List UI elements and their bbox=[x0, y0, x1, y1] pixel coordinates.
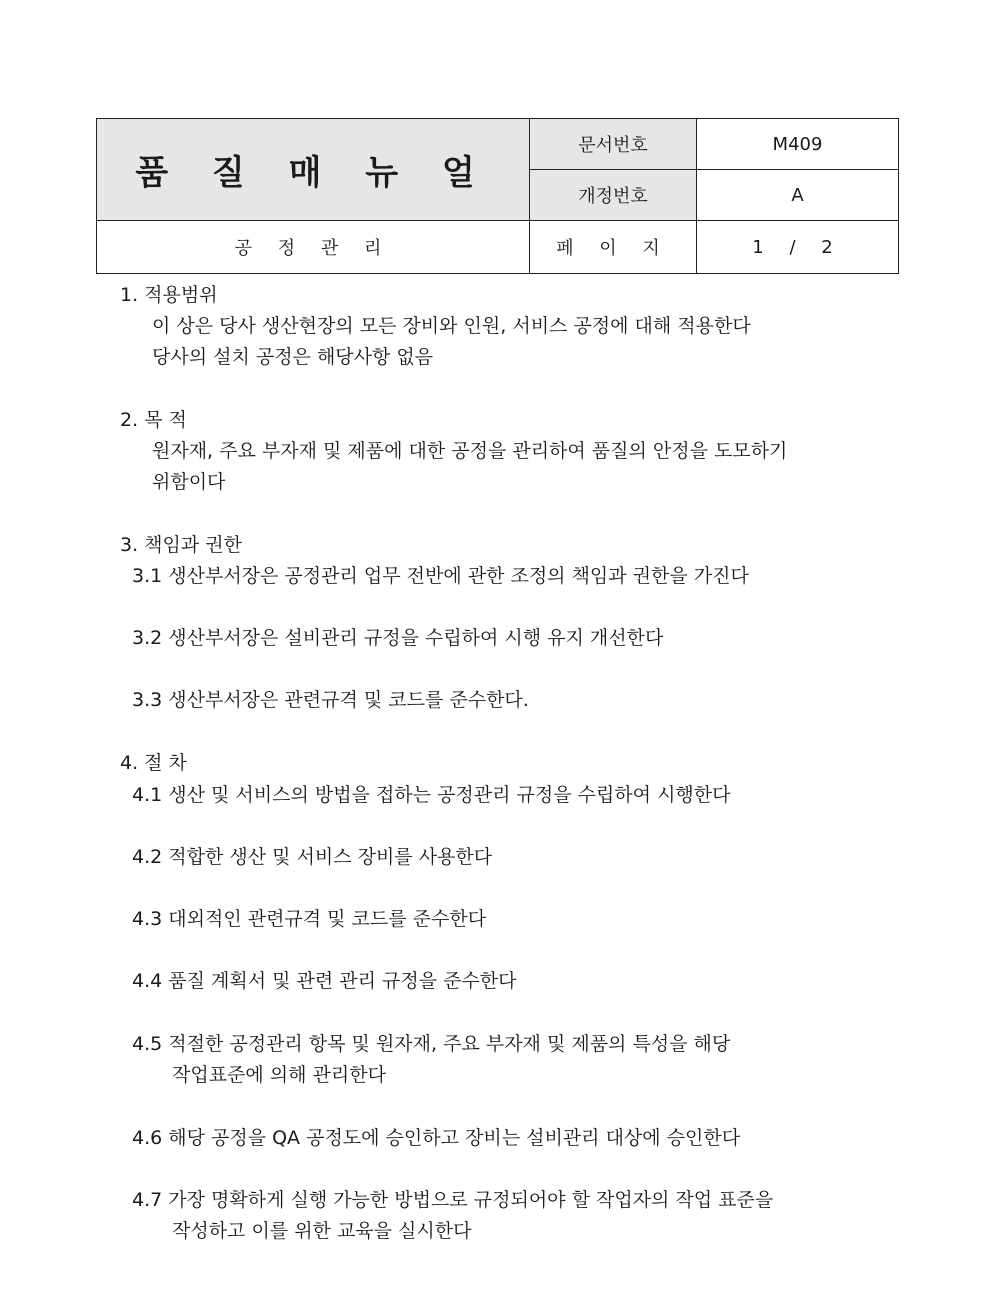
section-1-paragraph-line-1: 이 상은 당사 생산현장의 모든 장비와 인원, 서비스 공정에 대해 적용한다 bbox=[152, 315, 751, 337]
page-label-cell bbox=[530, 221, 697, 274]
section-name: 공 정 관 리 bbox=[234, 238, 392, 259]
section-1-paragraph-line-2: 당사의 설치 공정은 해당사항 없음 bbox=[152, 346, 434, 368]
section-name-cell bbox=[97, 221, 530, 274]
section-2-paragraph-line-2: 위함이다 bbox=[152, 471, 226, 493]
page-value-cell bbox=[697, 221, 899, 274]
item-4-7-line-2: 작성하고 이를 위한 교육을 실시한다 bbox=[172, 1220, 472, 1242]
item-4-5-line-1: 4.5 적절한 공정관리 항목 및 원자재, 주요 부자재 및 제품의 특성을 해당 bbox=[132, 1033, 731, 1055]
item-4-1: 4.1 생산 및 서비스의 방법을 접하는 공정관리 규정을 수립하여 시행한다 bbox=[132, 784, 731, 806]
doc-no-value-cell bbox=[697, 119, 899, 170]
doc-no-label-cell bbox=[530, 119, 697, 170]
item-3-3: 3.3 생산부서장은 관련규격 및 코드를 준수한다. bbox=[132, 689, 529, 711]
item-4-4: 4.4 품질 계획서 및 관련 관리 규정을 준수한다 bbox=[132, 970, 517, 992]
item-4-3: 4.3 대외적인 관련규격 및 코드를 준수한다 bbox=[132, 908, 487, 930]
doc-no-value: M409 bbox=[772, 133, 823, 155]
page-value: 1 / 2 bbox=[752, 236, 843, 258]
document-header-table bbox=[96, 118, 899, 274]
rev-value: A bbox=[791, 184, 804, 206]
item-4-5-line-2: 작업표준에 의해 관리한다 bbox=[172, 1064, 386, 1086]
section-2-heading: 2. 목 적 bbox=[120, 409, 187, 431]
doc-no-label: 문서번호 bbox=[578, 135, 648, 156]
section-1-heading: 1. 적용범위 bbox=[120, 284, 218, 306]
manual-title: 품 질 매 뉴 얼 bbox=[135, 153, 491, 193]
section-3-heading: 3. 책임과 권한 bbox=[120, 534, 242, 556]
item-4-2: 4.2 적합한 생산 및 서비스 장비를 사용한다 bbox=[132, 846, 493, 868]
item-3-2: 3.2 생산부서장은 설비관리 규정을 수립하여 시행 유지 개선한다 bbox=[132, 627, 664, 649]
item-4-6: 4.6 해당 공정을 QA 공정도에 승인하고 장비는 설비관리 대상에 승인한다 bbox=[132, 1127, 741, 1149]
section-4-heading: 4. 절 차 bbox=[120, 752, 187, 774]
section-2-paragraph-line-1: 원자재, 주요 부자재 및 제품에 대한 공정을 관리하여 품질의 안정을 도모하기 bbox=[152, 440, 788, 462]
rev-label: 개정번호 bbox=[578, 186, 648, 207]
item-3-1: 3.1 생산부서장은 공정관리 업무 전반에 관한 조정의 책임과 권한을 가진다 bbox=[132, 565, 749, 587]
rev-label-cell bbox=[530, 170, 697, 221]
item-4-7-line-1: 4.7 가장 명확하게 실행 가능한 방법으로 규정되어야 할 작업자의 작업 표준을 bbox=[132, 1189, 774, 1211]
manual-title-cell bbox=[97, 119, 530, 221]
rev-value-cell bbox=[697, 170, 899, 221]
page-label: 페 이 지 bbox=[556, 238, 670, 259]
